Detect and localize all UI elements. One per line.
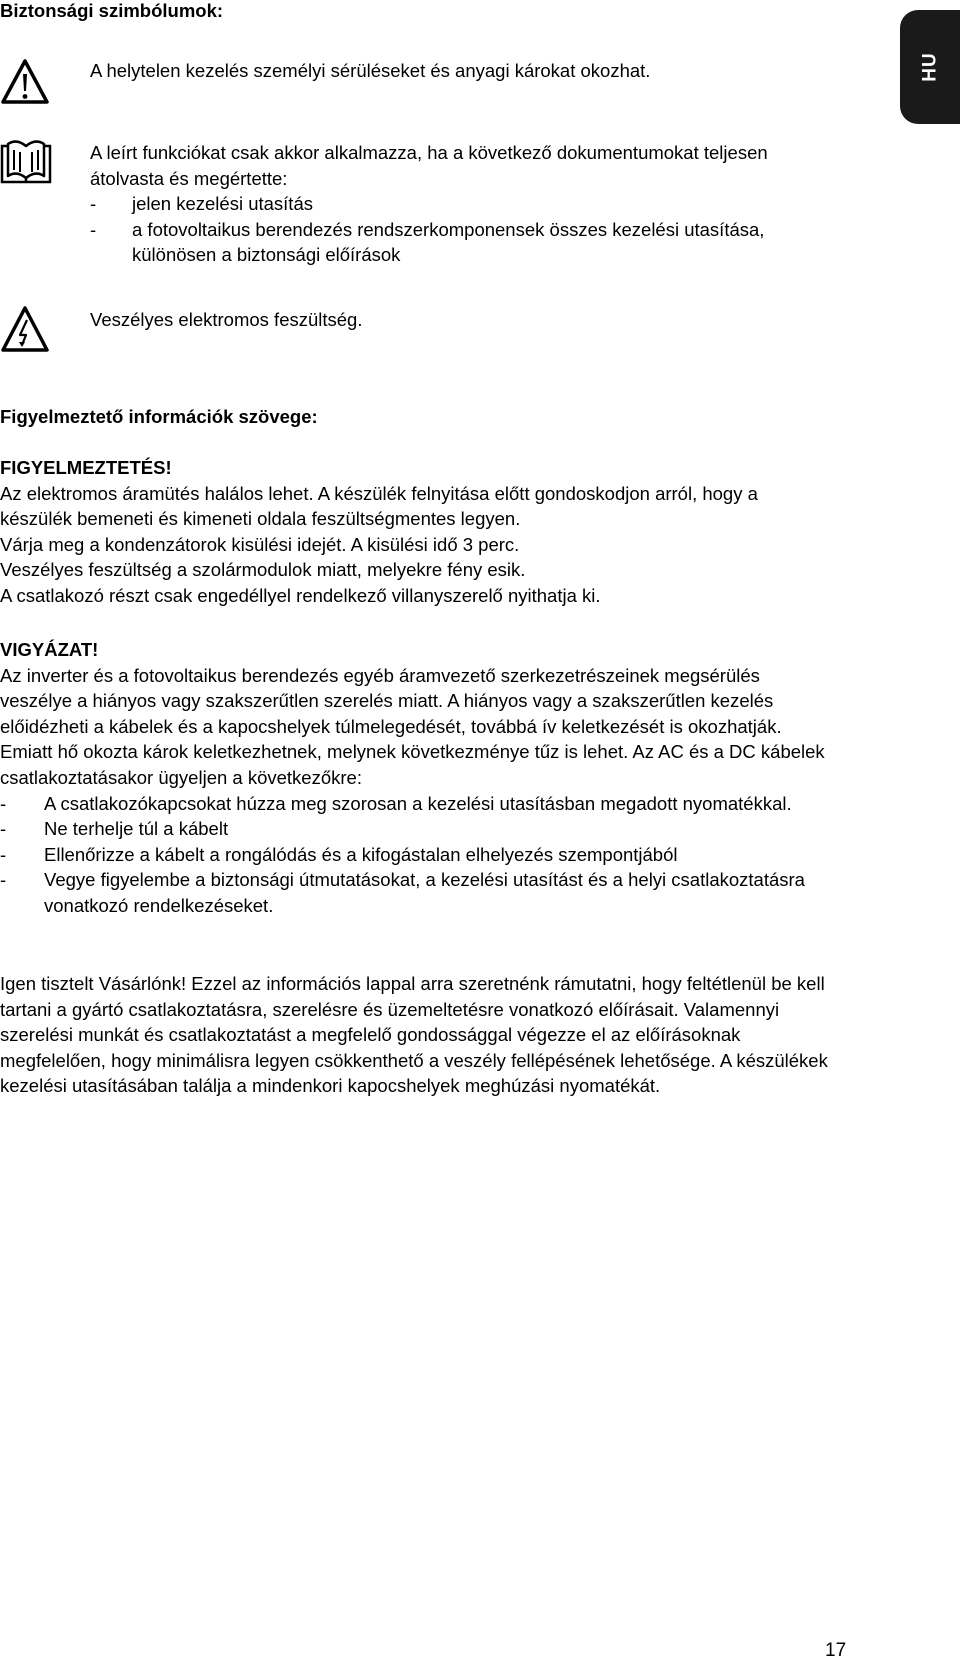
warning-texts-heading: Figyelmeztető információk szövege: — [0, 406, 318, 427]
list-item — [90, 191, 835, 217]
list-item — [90, 217, 835, 268]
warning-symbol-text: A helytelen kezelés személyi sérüléseket és anyagi károkat okozhat. — [90, 60, 651, 81]
symbols-heading: Biztonsági szimbólumok: — [0, 0, 224, 21]
list-item — [0, 842, 828, 868]
voltage-symbol-text-block — [90, 307, 835, 333]
caution-block — [0, 637, 828, 919]
manual-book-icon — [0, 140, 52, 186]
manual-symbol-text: A leírt funkciókat csak akkor alkalmazza, ha a következő dokumentumokat teljesen átolvasta és megértette: — [90, 142, 768, 189]
language-tab-label: HU — [919, 52, 941, 82]
warning-triangle-icon — [0, 58, 50, 106]
bullet-dash: - — [0, 818, 7, 840]
warning-line: Veszélyes feszültség a szolármodulok miatt, melyekre fény esik. — [0, 559, 526, 581]
warning-block — [0, 455, 828, 609]
bullet-dash: - — [0, 869, 7, 891]
manual-documents-list — [90, 191, 835, 268]
bullet-dash: - — [90, 193, 97, 214]
list-item-text: a fotovoltaikus berendezés rendszerkomponensek összes kezelési utasítása, különösen a biztonsági előírások — [132, 218, 765, 265]
list-item-text: Vegye figyelembe a biztonsági útmutatásokat, a kezelési utasítást és a helyi csatlakoztatásra vonatkozó rendelkezéseket. — [44, 869, 805, 916]
warning-symbol-text-block — [90, 58, 835, 84]
list-item-text: A csatlakozókapcsokat húzza meg szorosan a kezelési utasításban megadott nyomatékkal. — [44, 792, 792, 814]
warning-title: FIGYELMEZTETÉS! — [0, 457, 172, 478]
bullet-dash: - — [90, 218, 97, 240]
warning-line: Várja meg a kondenzátorok kisülési idejét. A kisülési idő 3 perc. — [0, 533, 520, 555]
closing-paragraph: Igen tisztelt Vásárlónk! Ezzel az információs lappal arra szeretnénk rámutatni, hogy feltétlenül be kell tartani a gyártó csatlakoztatásra, szerelésre és üzemeltetésre vonatkozó előírásait. Valamennyi szerelési munkát és csatlakoztatást a megfelelő gondossággal végezze el az előírásoknak megfelelően, hogy minimálisra legyen csökkenthető a veszély fellépésének lehetősége. A készülékek kezelési utasításában találja a mindenkori kapocshelyek meghúzási nyomatékát. — [0, 973, 828, 1097]
high-voltage-icon — [0, 305, 50, 355]
bullet-dash: - — [0, 843, 7, 865]
warning-line: Az elektromos áramütés halálos lehet. A készülék felnyitása előtt gondoskodjon arról, hogy a készülék bemeneti és kimeneti oldala feszültségmentes legyen. — [0, 482, 758, 530]
bullet-dash: - — [0, 792, 7, 814]
caution-title: VIGYÁZAT! — [0, 639, 99, 660]
voltage-symbol-text: Veszélyes elektromos feszültség. — [90, 309, 363, 330]
caution-text: Az inverter és a fotovoltaikus berendezés egyéb áramvezető szerkezetrészeinek megsérülés veszélye a hiányos vagy szakszerűtlen szerelés miatt. A hiányos vagy a szakszerűtlen kezelés előidézheti a kábelek és a kapocshelyek túlmelegedését, továbbá ív keletkezését is okozhatják. Emiatt hő okozta károk keletkezhetnek, melynek következménye tűz is lehet. Az AC és a DC kábelek csatlakoztatásakor ügyeljen a következőkre: — [0, 664, 825, 788]
list-item — [0, 816, 828, 842]
warning-line: A csatlakozó részt csak engedéllyel rendelkező villanyszerelő nyithatja ki. — [0, 584, 601, 606]
list-item-text: jelen kezelési utasítás — [132, 193, 313, 214]
caution-list — [0, 791, 828, 919]
page-number: 17 — [825, 1640, 847, 1661]
manual-symbol-text-block — [90, 140, 835, 268]
list-item-text: Ne terhelje túl a kábelt — [44, 818, 229, 840]
closing-block — [0, 971, 828, 1099]
list-item — [0, 791, 828, 817]
list-item — [0, 867, 828, 918]
list-item-text: Ellenőrizze a kábelt a rongálódás és a kifogástalan elhelyezés szempontjából — [44, 843, 678, 865]
language-tab — [900, 10, 960, 124]
